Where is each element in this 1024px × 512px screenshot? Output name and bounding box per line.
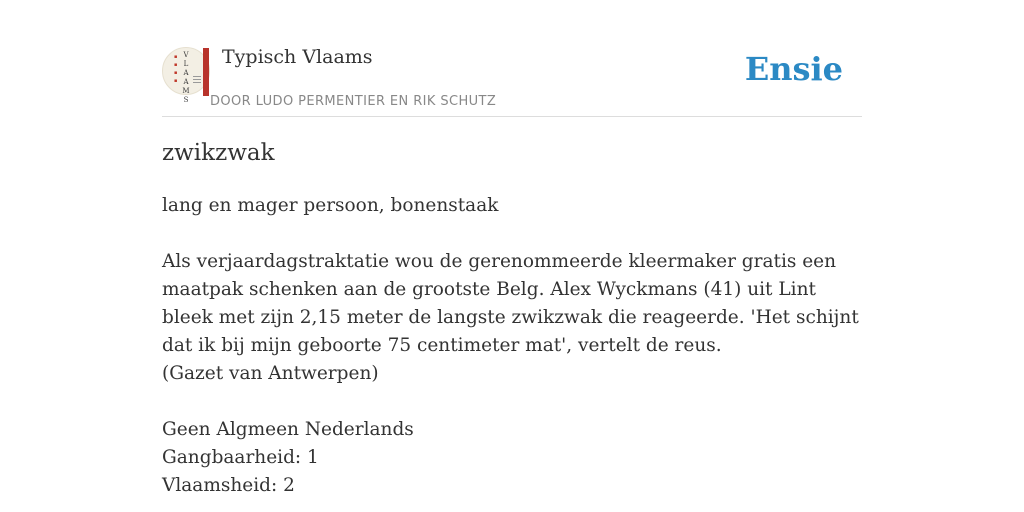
book-title-link[interactable]: Typisch Vlaams [222,46,373,68]
entry-page [162,0,862,496]
book-authors: DOOR LUDO PERMENTIER EN RIK SCHUTZ [210,94,497,109]
entry-example: Als verjaardagstraktatie wou de gerenommeerde kleermaker gratis een maatpak schenken aan de grootste Belg. Alex Wyckmans (41) uit Lint bleek met zijn 2,15 meter de langste zwikzwak die reageerde. 'Het schijnt dat ik bij mijn geboorte 75 centimeter mat', vertelt de reus. [162,251,859,356]
cover-red-lettering: ▪ ▪ ▪ ▪ [174,54,178,84]
entry-status: Geen Algmeen Nederlands [162,419,414,440]
entry-term: zwikzwak [162,140,275,166]
entry-definition: lang en mager persoon, bonenstaak [162,195,499,216]
cover-lettering: V L A A M S [182,51,190,104]
spacer [162,388,862,416]
spacer [162,220,862,248]
book-header [162,0,862,117]
entry-body [162,192,862,500]
ensie-logo-link[interactable]: Ensie [744,50,843,88]
entry-gangbaarheid: Gangbaarheid: 1 [162,447,319,468]
cover-red-stripe [203,48,209,96]
cover-fine-print [193,76,201,77]
book-cover-avatar[interactable] [162,47,210,104]
entry-source: (Gazet van Antwerpen) [162,363,379,384]
entry-vlaamsheid: Vlaamsheid: 2 [162,475,295,496]
